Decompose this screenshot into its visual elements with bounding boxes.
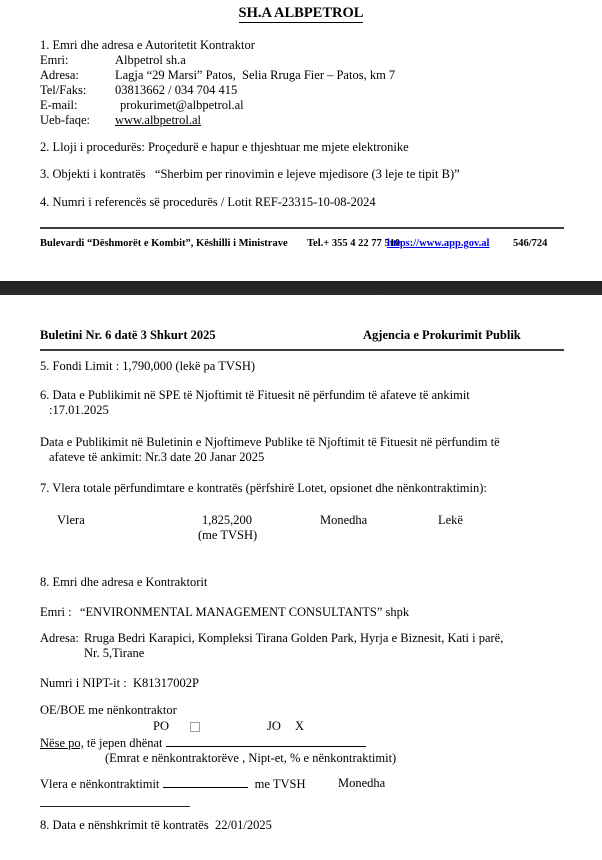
- contact-row-email: [40, 98, 244, 113]
- subcontract-value-label: Vlera e nënkontraktimit: [40, 777, 160, 791]
- field-value: Lagja “29 Marsi” Patos, Selia Rruga Fier – Patos, km 7: [115, 68, 396, 82]
- footer-page-number: 546/724: [513, 238, 548, 249]
- contractor-address-row: [40, 631, 503, 646]
- footer-telephone: Tel.+ 355 4 22 77 510: [307, 238, 401, 249]
- contractor-name: “ENVIRONMENTAL MANAGEMENT CONSULTANTS” shpk: [80, 605, 410, 619]
- bulletin-header-left: Buletini Nr. 6 datë 3 Shkurt 2025: [40, 328, 216, 342]
- section3-contract-object: 3. Objekti i kontratës “Sherbim per rinovimin e lejeve mjedisore (3 leje te tipit B)”: [40, 167, 460, 181]
- section5-fund-limit: 5. Fondi Limit : 1,790,000 (lekë pa TVSH): [40, 359, 256, 373]
- section6-bulletin-line2: afateve të ankimit: Nr.3 date 20 Janar 2025: [49, 450, 265, 464]
- blank-currency-line: [40, 794, 190, 807]
- signature-date-row: 8. Data e nënshkrimit të kontratës 22/01/2025: [40, 818, 272, 832]
- nese-po-rest: të jepen dhënat: [86, 736, 163, 750]
- currency-value: Lekë: [438, 513, 463, 527]
- page-title: SH.A ALBPETROL: [238, 5, 364, 21]
- contact-row-website: [40, 113, 201, 128]
- subcontractor-caption: (Emrat e nënkontraktorëve , Nipt-et, % e nënkontraktimit): [105, 751, 397, 765]
- contractor-name-row: [40, 605, 409, 620]
- document-title-row: [0, 6, 602, 21]
- nese-po-row: [40, 735, 366, 751]
- field-value: 03813662 / 034 704 415: [115, 83, 238, 97]
- section6-spe-date: :17.01.2025: [49, 403, 109, 417]
- currency-label: Monedha: [320, 513, 368, 527]
- jo-label: JO: [267, 719, 281, 733]
- bulletin-header-right: Agjencia e Prokurimit Publik: [363, 328, 521, 342]
- contractor-address-line1: Rruga Bedri Karapici, Kompleksi Tirana Golden Park, Hyrja e Biznesit, Kati i parë,: [84, 631, 504, 645]
- contact-row-emri: [40, 53, 186, 68]
- contractor-address-line2: Nr. 5,Tirane: [84, 646, 145, 660]
- empty-checkbox-icon: [190, 722, 200, 732]
- blank-subcontractor-details: [166, 735, 366, 747]
- field-label: Tel/Faks:: [40, 83, 87, 97]
- me-tvsh-label: me TVSH: [254, 777, 306, 791]
- monedha-label: Monedha: [338, 776, 386, 790]
- header-divider: [40, 349, 564, 351]
- field-label: Adresa:: [40, 68, 79, 82]
- jo-x-mark: X: [295, 719, 305, 733]
- field-label: Emri :: [40, 605, 72, 619]
- section1-heading: 1. Emri dhe adresa e Autoritetit Kontraktor: [40, 38, 255, 52]
- po-label: PO: [153, 719, 169, 733]
- section6-bulletin-line1: Data e Publikimit në Buletinin e Njoftimeve Publike të Njoftimit të Fituesit në përfundim të: [40, 435, 500, 449]
- subcontractor-heading: OE/BOE me nënkontraktor: [40, 703, 177, 717]
- website-link[interactable]: www.albpetrol.al: [115, 113, 201, 127]
- field-label: E-mail:: [40, 98, 78, 112]
- footer-address: Bulevardi “Dëshmorët e Kombit”, Këshilli i Ministrave: [40, 238, 288, 249]
- field-value: prokurimet@albpetrol.al: [120, 98, 244, 112]
- footer-divider: [40, 227, 564, 229]
- section2-procedure-type: 2. Lloji i procedurës: Proçedurë e hapur e thjeshtuar me mjete elektronike: [40, 140, 409, 154]
- field-label: Adresa:: [40, 631, 79, 645]
- value-label: Vlera: [57, 513, 85, 527]
- field-label: Emri:: [40, 53, 69, 67]
- app-gov-link[interactable]: https://www.app.gov.al: [387, 238, 490, 249]
- page-separator-bar: [0, 281, 602, 295]
- contact-row-adresa: [40, 68, 395, 83]
- field-label: Ueb-faqe:: [40, 113, 90, 127]
- nipt-row: Numri i NIPT-it : K81317002P: [40, 676, 199, 690]
- section7-total-value-heading: 7. Vlera totale përfundimtare e kontratës (përfshirë Lotet, opsionet dhe nënkontraktimin):: [40, 481, 487, 495]
- section4-reference-number: 4. Numri i referencës së procedurës / Lotit REF-23315-10-08-2024: [40, 195, 376, 209]
- value-amount-note: (me TVSH): [198, 528, 258, 542]
- subcontract-value-row: [40, 776, 305, 792]
- field-value: Albpetrol sh.a: [115, 53, 186, 67]
- blank-subcontract-value: [163, 776, 248, 788]
- contact-row-telfaks: [40, 83, 237, 98]
- nese-po-label: Nëse po,: [40, 736, 84, 750]
- section8-contractor-heading: 8. Emri dhe adresa e Kontraktorit: [40, 575, 208, 589]
- section6-spe-line1: 6. Data e Publikimit në SPE të Njoftimit të Fituesit në përfundim të afateve të ankimit: [40, 388, 470, 402]
- value-amount: 1,825,200: [202, 513, 252, 527]
